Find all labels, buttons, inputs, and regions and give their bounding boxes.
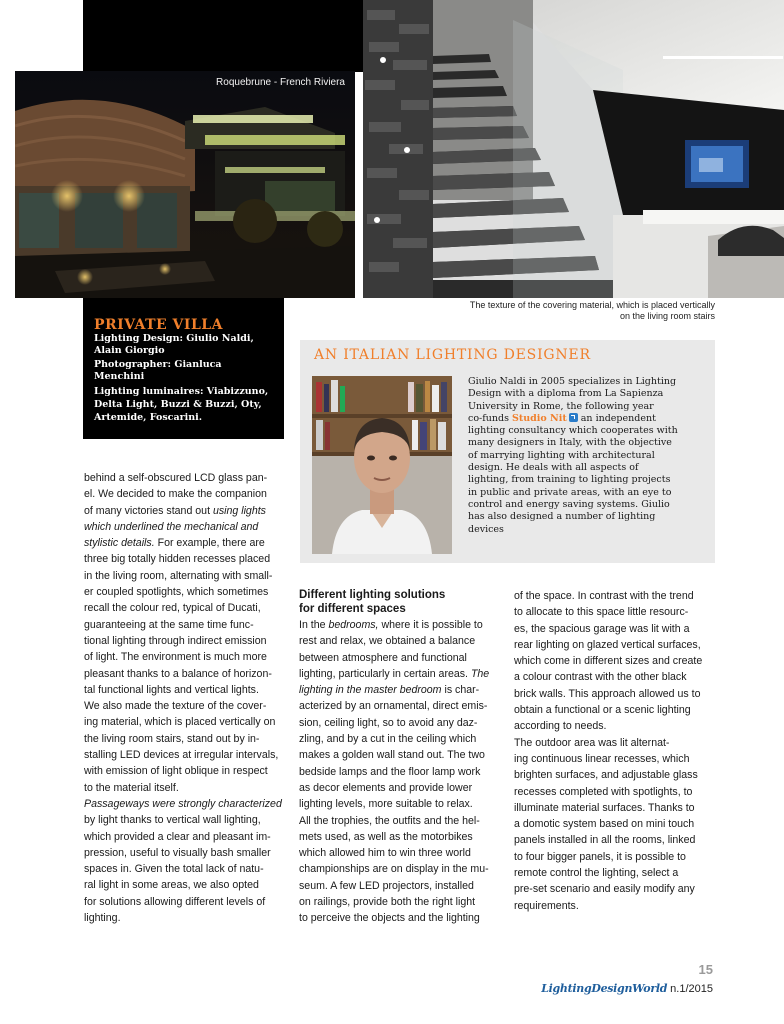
text-line: recesses completed with spotlights, to [514,785,693,798]
text-line: The outdoor area was lit alternat- [514,736,670,749]
text-run: to the material itself. [84,781,179,794]
text-line [84,535,285,551]
text-line [84,780,285,796]
text-run: on railings, provide both the right light [299,896,476,909]
text-line [299,698,500,714]
text-line: which come in different sizes and create [514,655,703,668]
text-run: Passageways were strongly characterized [84,797,282,810]
text-run: seum. A few LED projectors, installed [299,879,474,892]
text-line [299,682,500,698]
text-run: For example, there are [154,537,265,550]
text-line [84,829,285,845]
text-run: to perceive the objects and the lighting [299,912,480,925]
text-line [299,780,500,796]
text-run: where it is possible to [378,619,483,631]
text-run: mets used, as well as the motorbikes [299,830,473,843]
text-line: to allocate to this space little resourc- [514,606,689,619]
text-line [84,796,285,812]
text-line: of the space. In contrast with the trend [514,590,694,602]
credit-line: Lighting Design: Giulio Naldi, [94,333,254,344]
text-run: lighting. [84,912,121,925]
issue-number: n.1/2015 [670,983,713,995]
text-line [299,764,500,780]
text-run: by light thanks to vertical wall lighting, [84,814,261,827]
bio-line: Design with a diploma from La Sapienza [468,388,664,400]
text-run: In the [299,619,329,631]
text-line [299,910,500,926]
text-line: a domotic system based on mini touch [514,818,695,831]
text-line [299,731,500,747]
text-run: All the trophies, the outfits and the hel- [299,814,480,827]
text-run: with emission of light oblique in respect [84,765,268,778]
emphasis-run: bedrooms, [328,619,379,631]
text-run: between atmosphere and functional [299,651,467,664]
villa-exterior-photo [15,71,355,298]
text-run: which provided a clear and pleasant im- [84,830,271,843]
text-run: lighting levels, more suitable to relax. [299,798,473,811]
text-line [84,714,285,730]
text-run: recall the colour red, typical of Ducati, [84,602,261,615]
text-line [299,617,500,633]
text-line [299,650,500,666]
bio-line: control and energy saving systems. Giulio [468,498,670,510]
text-run: the living room stairs, stand out by in- [84,732,260,745]
page-number: 15 [698,962,713,977]
text-line [84,861,285,877]
text-line [84,568,285,584]
text-run: spaces in. Given the total lack of natu- [84,863,264,876]
text-line [84,600,285,616]
section-heading-line-2: for different spaces [299,603,406,615]
text-line [84,812,285,828]
text-run: sion, ceiling light, so to avoid any daz- [299,716,478,729]
text-run: lighting, particularly in certain areas. [299,667,471,680]
emphasis-run: using lights [212,504,266,517]
text-run: pleasant thanks to a balance of horizon- [84,667,272,680]
text-line: obtain a functional or a scenic lighting [514,704,691,717]
text-line [84,666,285,682]
text-run: as decor elements and provide lower [299,781,473,794]
text-run: for solutions allowing different levels of [84,895,266,908]
text-run: tional lighting through indirect emission [84,634,267,647]
text-line [84,894,285,910]
text-line [84,633,285,649]
magazine-logo: LightingDesignWorld [541,982,668,995]
text-run: makes a golden wall stand out. The two [299,749,485,762]
article-column-right [514,588,715,914]
text-line: panels installed in all the rooms, linked [514,834,696,847]
external-link-icon[interactable] [569,413,578,422]
text-run: rest and relax, we obtained a balance [299,635,476,648]
stairs-caption-line-1: The texture of the covering material, which is placed vertically [469,300,715,310]
text-run: stylistic details. [84,537,155,550]
text-line [299,796,500,812]
text-line [299,878,500,894]
text-line: es, the spacious garage was lit with a [514,622,690,635]
bio-line-studio [468,413,708,425]
text-line: remote control the lighting, select a [514,867,679,880]
text-line: ing continuous linear recesses, which [514,752,690,765]
emphasis-run: The [470,667,490,680]
text-line [84,486,285,502]
text-line [84,910,285,926]
credit-line: Delta Light, Buzzi & Buzzi, Oty, [94,399,262,410]
designer-bio [468,376,708,536]
text-line [84,551,285,567]
text-line [84,845,285,861]
text-line [84,470,285,486]
bio-line: lighting, from training to lighting projects [468,474,671,486]
bio-line: has also designed a number of lighting [468,511,656,523]
text-run: behind a self-obscured LCD glass pan- [84,472,268,484]
bio-line: lighting consultancy which cooperates with [468,425,678,437]
text-run: bedside lamps and the floor lamp work [299,765,481,778]
text-line: to four bigger panels, it is possible to [514,850,686,863]
project-credits-box [83,298,284,439]
text-run: of many victories stand out [84,504,213,517]
magazine-footer [541,982,713,995]
text-run: three big totally hidden recesses placed [84,553,271,566]
article-column-middle [299,588,500,927]
header-black-band [83,0,366,72]
text-run: pression, useful to visually bash smaller [84,846,271,859]
stairs-caption-line-2: on the living room stairs [619,310,715,321]
text-run: tal functional lights and vertical lights. [84,683,259,696]
text-run: We also made the texture of the cover- [84,700,267,713]
credit-line: Artemide, Foscarini. [94,412,203,423]
text-line: brick walls. This approach allowed us to [514,687,701,700]
text-run: in the living room, alternating with small- [84,569,273,582]
text-line [84,584,285,600]
text-line [299,845,500,861]
stairs-interior-photo [363,0,784,298]
text-line [84,503,285,519]
designer-box-heading: AN ITALIAN LIGHTING DESIGNER [314,347,591,363]
text-run: el. We decided to make the companion [84,488,267,501]
text-line: illuminate material surfaces. Thanks to [514,801,695,814]
text-run: ing material, which is placed vertically on [84,716,276,729]
credit-line: Alain Giorgio [94,345,165,356]
text-line [84,747,285,763]
text-line [84,731,285,747]
section-heading [299,588,500,616]
designer-sidebar-box [300,340,715,563]
text-line [299,666,500,682]
bio-text: co-funds [468,412,509,424]
bio-line: in public and private areas, with an eye to [468,486,672,498]
text-line: pre-set scenario and easily modify any [514,883,695,896]
project-title: PRIVATE VILLA [94,317,224,333]
studio-nit-link[interactable]: Studio Nit [512,412,567,424]
text-run: is char- [441,684,480,697]
bio-line: Giulio Naldi in 2005 specializes in Lighting [468,376,677,387]
text-line [299,861,500,877]
text-line [84,682,285,698]
credit-line: Menchini [94,371,145,382]
bio-text: an independent [580,412,656,424]
text-line [84,877,285,893]
bio-line: devices [468,523,504,535]
text-line: requirements. [514,899,579,912]
text-run: stalling LED devices at irregular intervals, [84,749,279,762]
text-run: which allowed him to win three world [299,847,471,860]
bio-line: University in Rome, the following year [468,400,654,412]
text-run: ral light in some areas, we also opted [84,879,259,892]
middle-column-body [299,617,500,927]
text-line [84,617,285,633]
article-column-left [84,470,285,926]
text-line [84,763,285,779]
text-line: rear lighting on glazed vertical surfaces, [514,638,701,651]
text-line: a colour contrast with the other black [514,671,687,684]
text-run: zling, and by a cut in the ceiling which [299,733,477,746]
text-run: championships are on display in the mu- [299,863,489,876]
section-heading-line-1: Different lighting solutions [299,589,446,601]
stairs-photo-caption [363,300,715,321]
text-run: which underlined the mechanical and [84,520,259,533]
text-line [84,649,285,665]
text-run: guaranteeing at the same time func- [84,618,254,631]
designer-portrait-photo [312,376,452,554]
text-line [84,519,285,535]
text-line [299,829,500,845]
text-run: of light. The environment is much more [84,651,267,664]
credit-line: Lighting luminaires: Viabizzuno, [94,386,269,397]
text-line [299,813,500,829]
text-run: er coupled spotlights, which sometimes [84,586,269,599]
text-line: brighten surfaces, and adjustable glass [514,769,698,782]
bio-line: of marrying lighting with architectural [468,449,655,461]
text-line [84,698,285,714]
emphasis-run: lighting in the master bedroom [299,684,442,697]
text-line: according to needs. [514,720,607,733]
text-line [299,747,500,763]
villa-photo-caption: Roquebrune - French Riviera [216,77,345,88]
text-run: acterized by an ornamental, direct emis- [299,700,488,713]
text-line [299,633,500,649]
credit-line: Photographer: Gianluca [94,359,222,370]
text-line [299,715,500,731]
bio-line: many designers in Italy, with the objective [468,437,672,449]
text-line [299,894,500,910]
bio-line: design. He deals with all aspects of [468,462,639,474]
